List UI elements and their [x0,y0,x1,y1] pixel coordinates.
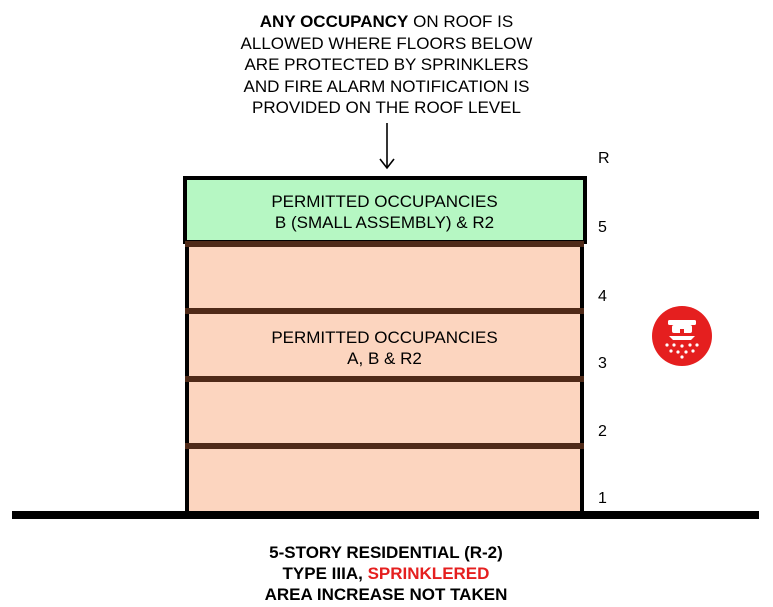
floor-divider [185,241,584,247]
note-line-2: ALLOWED WHERE FLOORS BELOW [240,33,533,53]
note-line-3: ARE PROTECTED BY SPRINKLERS [244,55,529,74]
caption-line-1: 5-STORY RESIDENTIAL (R-2) [269,543,503,562]
floor-divider [185,376,584,382]
note-line-5: PROVIDED ON THE ROOF LEVEL [252,98,521,117]
floor-divider [185,308,584,314]
lower-zone-label [187,327,582,369]
story-label-3: 3 [598,355,607,372]
building-caption [186,542,586,605]
caption-type: TYPE IIIA, [282,564,368,583]
roof-note [150,11,623,119]
story-label-roof: R [598,150,610,167]
note-line-1 [150,11,623,33]
top-zone-line-2: B (SMALL ASSEMBLY) & R2 [274,213,495,232]
story-label-2: 2 [598,423,607,440]
sprinkler-icon [645,305,719,367]
ground-line [12,511,759,519]
story-label-5: 5 [598,219,607,236]
caption-line-2 [186,563,586,584]
floor-divider [185,443,584,449]
story-label-4: 4 [598,288,607,305]
top-zone-line-1: PERMITTED OCCUPANCIES [271,192,498,211]
note-emphasis: ANY OCCUPANCY [259,12,409,31]
top-zone-label [187,191,582,233]
note-line-1-rest: ON ROOF IS [408,12,514,31]
lower-zone-line-1: PERMITTED OCCUPANCIES [271,328,498,347]
caption-line-3: AREA INCREASE NOT TAKEN [264,585,508,604]
lower-zone-line-2: A, B & R2 [347,349,422,368]
note-line-4: AND FIRE ALARM NOTIFICATION IS [243,76,530,96]
story-label-1: 1 [598,490,607,507]
caption-sprinklered: SPRINKLERED [367,564,490,583]
